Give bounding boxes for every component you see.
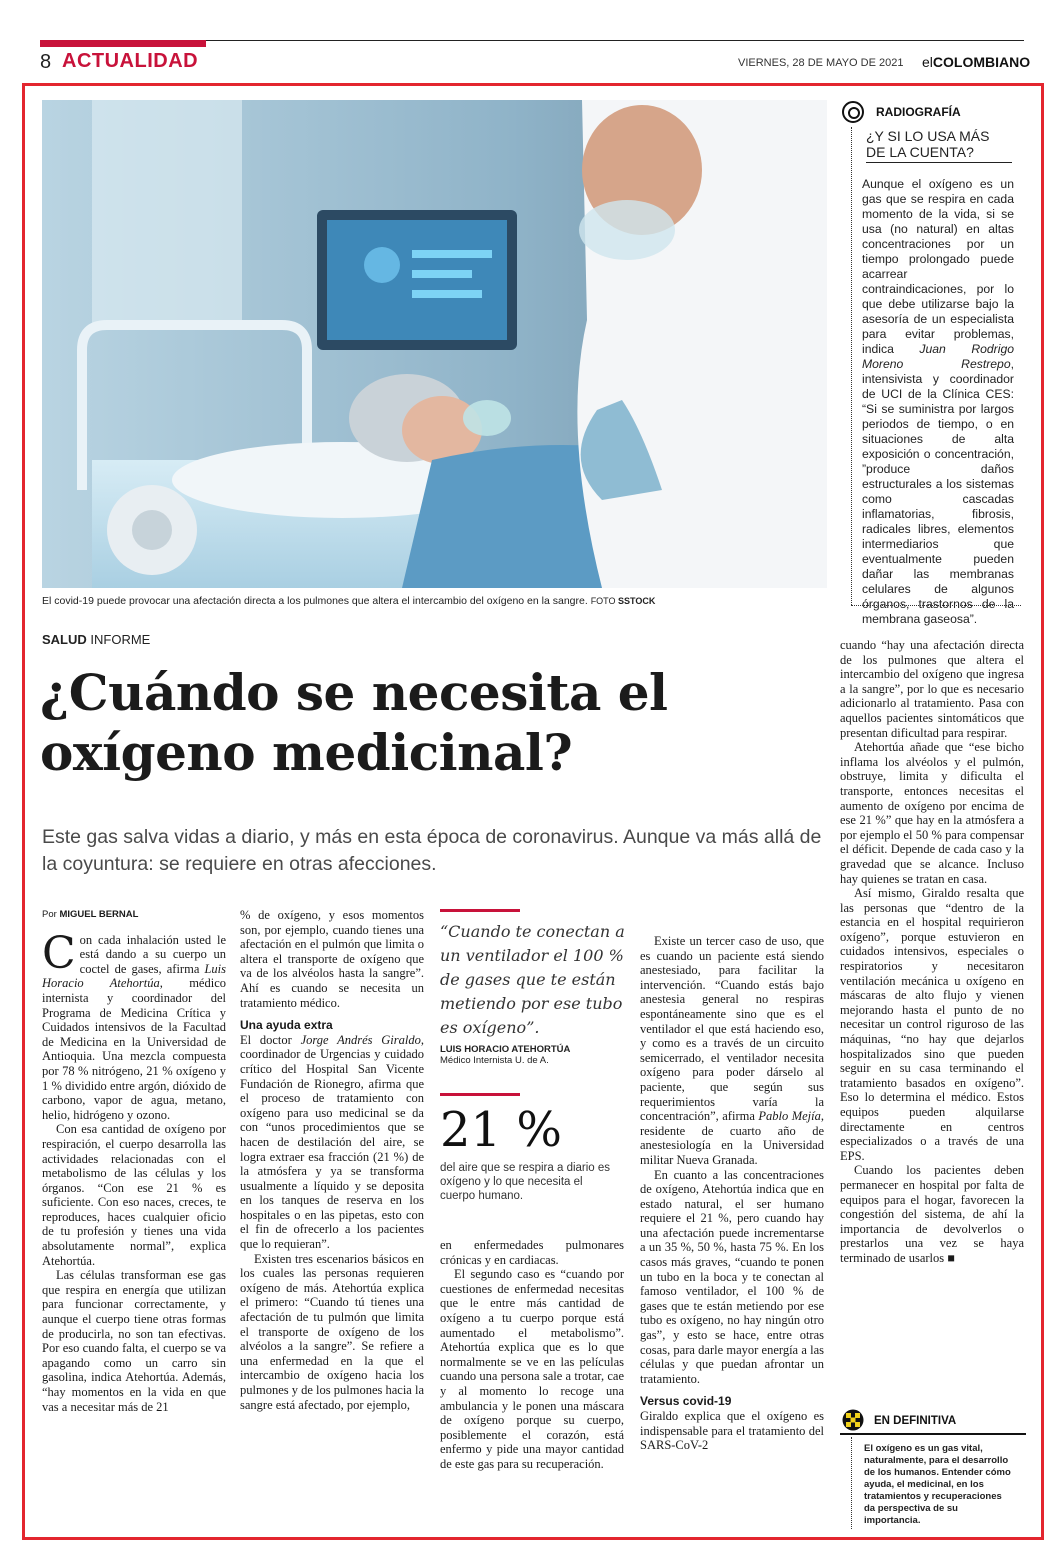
hero-photo [42,100,827,588]
stat-value: 21 % [440,1102,562,1158]
sidebar-title-rule [866,162,1012,163]
definitiva-title: EN DEFINITIVA [874,1415,957,1427]
hospital-scene-illustration [42,100,827,588]
source-name: Luis Horacio Atehortúa [42,961,226,991]
paragraph: Con esa cantidad de oxígeno por respiración, el cuerpo desarrolla las actividades relacionadas con el metabolismo de las células y los órganos. “Con ese 21 % es suficiente. Con eso naces, creces, te reproduces, haces cualquier oficio de tu profesión y tienes una vida absolutamente normal”, explica Atehortúa. [42,1122,226,1268]
definitiva-dotted-rule [851,1437,852,1529]
definitiva-text: El oxígeno es un gas vital, naturalmente, para el desarrollo de los humanos. Entender cómo ayuda, el medicinal, en los tratamientos y recuperaciones da perspectiva de su importancia. [864,1443,1011,1526]
paragraph-text: El doctor [240,1032,301,1047]
kicker-topic: SALUD [42,632,87,647]
page-number: 8 [40,51,52,73]
definitiva-rule [840,1433,1026,1435]
sidebar-bottom-rule [851,605,1021,606]
paragraph: cuando “hay una afectación directa de los pulmones que altera el intercambio del oxígeno que ingresa a la sangre”, por lo que es necesario adicionarlo al tratamiento. Pasa con aquellos pacientes sintomáticos que presentan dificultad para respirar. [840,638,1024,740]
paragraph [640,934,824,1168]
body-column-2 [240,908,424,1412]
magnifier-icon [842,101,864,123]
paragraph [440,1267,624,1471]
pull-quote-rule [440,909,520,912]
paragraph: Las células transforman ese gas que respira en energía que utilizan para funcionar correctamente, y aunque el cuerpo tiene otras formas de producirla, no son tan efectivas. Por eso cuando falta, el cuerpo se va apagando como un carro sin gasolina, indica Atehortúa. Además, “hay momentos en la vida en que vas a necesitar más de 21 [42,1268,226,1414]
paragraph: En cuanto a las concentraciones de oxígeno, Atehortúa indica que en estado natural, el ser humano requiere el 21 %, pero cuando hay una afectación puede incrementarse a un 35 %, 50 %, hasta 75 %. En los casos más graves, “cuando te ponen un tubo en la boca y te conectan al famoso ventilador, el 100 % de gases que te están metiendo por ese tubo es oxígeno, no hay ningún otro gas”, y esto se hace, entre otras cosas, para darle mayor energía a las células y que puedan afrontar un tratamiento. [640,1167,824,1386]
paragraph-text: El segundo caso es “cuando por cuestiones de enfermedad necesitas que le entre más cantidad de oxígeno a tu cuerpo porque está aumentado el metabolismo”. [440,1267,624,1340]
newspaper-logo [922,54,1030,70]
paragraph [42,927,227,1123]
paragraph: en enfermedades pulmonares crónicas y en cardiacas. [440,1238,624,1267]
brand-prefix: el [922,54,933,70]
sidebar-text [862,177,1014,627]
body-column-1 [42,908,226,1414]
paragraph-text: , residente de cuarto año de anestesiología en la Universidad militar Nueva Granada. [640,1109,825,1167]
subhead: Una ayuda extra [240,1018,333,1033]
sidebar-text-part: , intensivista y coordinador de UCI de la Clínica CES: “Si se suministra por largos periodos de tiempo, o en situaciones de alta exposición o concentración, ”produce daños estructurales a los sistemas como cascadas inflamatorias, fibrosis, radicales libres, elementos intermediarios que eventualmente pueden dañar las membranas celulares de algunos órganos, trastornos de la membrana gaseosa”. [862,357,1014,626]
brand-name: COLOMBIANO [932,54,1031,70]
section-title: ACTUALIDAD [62,50,199,72]
stat-description: del aire que se respira a diario es oxígeno y lo que necesita el cuerpo humano. [440,1162,611,1202]
checkered-icon [842,1409,864,1431]
sidebar-dotted-rule [851,127,852,605]
body-column-3 [440,1238,624,1472]
paragraph: % de oxígeno, y esos momentos son, por ejemplo, cuando tienes una afectación en el pulmón que limita o altera el transporte de oxígeno que va de los alvéolos hasta la sangre”. Ahí es cuando se necesita un tratamiento médico. [240,908,424,1010]
paragraph: Así mismo, Giraldo resalta que las personas que “dentro de la estancia en el hospital requirieron oxígeno”, porque estuvieron en cuidados intensivos, especiales o respiratorios y necesitaron ventilación mecánica u oxígeno en máscaras de alto flujo y vienen mejorando hasta el punto de no necesitar un control riguroso de las máquinas, “no hay que dejarlos hospitalizados sino que pueden seguir en su casa terminando el tratamiento basados en oxígeno”. Eso lo determina el médico. Estos equipos pueden alquilarse directamente en centros especializados o a través de una EPS. [840,886,1024,1163]
credit-label: FOTO [590,596,616,606]
body-column-4 [640,934,824,1453]
byline [42,908,226,923]
quote-role: Médico Internista U. de A. [440,1055,549,1066]
section-tab-bar [40,40,206,47]
subhead: Versus covid-19 [640,1394,732,1409]
caption-text: El covid-19 puede provocar una afectación directa a los pulmones que altera el intercambio del oxígeno en la sangre. [42,595,588,607]
paragraph-text: , médico internista y coordinador del Programa de Medicina Crítica y Cuidados intensivos de la Facultad de Medicina en la Universidad de Antioquia. Una mezcla compuesta por 78 % nitrógeno, 21 % oxígeno y 1 % dividido entre argón, dióxido de carbono, vapor de agua, metano, helio, hidrógeno y ozono. [42,976,227,1122]
sidebar-source-name: Juan Rodrigo Moreno Restrepo [862,342,1015,371]
paragraph: Atehortúa añade que “ese bicho inflama los alvéolos y el pulmón, obstruye, limita y dificulta el transporte, entonces necesitas el aumento de oxígeno por encima de ese 21 %” que hay en la atmósfera a por ejemplo el 50 % para compensar el déficit. Depende de cada caso y la gravedad que se alcance. Incluso hay quienes se tratan en casa. [840,740,1024,886]
credit-name: SSTOCK [618,596,656,606]
photo-credit [591,596,656,606]
paragraph-text: on cada inhalación usted le está dando a su cuerpo un coctel de gases, afirma [79,932,226,976]
kicker-type: INFORME [90,632,151,647]
paragraph: Giraldo explica que el oxígeno es indispensable para el tratamiento del SARS-CoV-2 [640,1409,824,1453]
byline-label: Por [42,909,57,920]
paragraph: Cuando los pacientes deben permanecer en hospital por falta de equipos para el hogar, favorecen la congestión del sistema, de ahí la importancia de devolverlos o prestarlos una vez se haya terminado de usarlos ■ [840,1163,1024,1265]
quote-name: LUIS HORACIO ATEHORTÚA [440,1044,571,1055]
dateline: VIERNES, 28 DE MAYO DE 2021 [738,57,904,69]
pull-quote-attribution [440,1044,630,1066]
paragraph-text: Existe un tercer caso de uso, que es cuando un paciente está siendo anestesiado, para facilitar la intervención. “Cuando estás bajo anestesia general no respiras espontáneamente sino que es el ventilador el que está haciendo eso, y como es a través de un circuito semicerrado, el ventilador necesita oxígeno para poder dárselo al paciente, que según sus requerimientos varía la concentración”, afirma [640,934,824,1124]
sidebar-text-part: Aunque el oxígeno es un gas que se respira en cada momento de la vida, si se usa (no natural) en altas concentraciones por un tiempo prolongado puede acarrear contraindicaciones, por lo que debe utilizarse bajo la asesoría de un especialista para evitar problemas, indica [862,177,1014,356]
paragraph: Existen tres escenarios básicos en los cuales las personas requieren oxígeno de más. Atehortúa explica el primero: “Cuando tú tienes una afectación de tu pulmón que limita el transporte de oxígeno de los alvéolos a la sangre”. Se refiere a una enfermedad en la que el intercambio de oxígeno hacia los pulmones y de los pulmones hacia la sangre está afectado, por ejemplo, [240,1251,424,1412]
paragraph [240,1033,424,1252]
sidebar-title: ¿Y SI LO USA MÁS DE LA CUENTA? [866,128,990,160]
pull-quote: “Cuando te conectan a un ventilador el 100 % de gases que te están metiendo por ese tubo es oxígeno”. [440,922,625,1037]
source-name: Pablo Mejía [758,1109,821,1124]
sidebar-kicker: RADIOGRAFÍA [876,105,961,119]
byline-name: MIGUEL BERNAL [59,909,139,920]
paragraph-text: , coordinador de Urgencias y cuidado crítico del Hospital San Vicente Fundación de Rionegro, afirma que el proceso de tratamiento con oxígeno para uso medicinal se da con “unos procedimientos que se hacen de destilación del aire, se logra extraer esa fracción (21 %) de la atmósfera y ya se transforma usualmente a líquido y se deposita en los tanques de reserva en los hospitales o en las pipetas, esto con el fin de ofrecerlo a los pacientes que lo requieran”. [240,1032,424,1252]
stat-rule [440,1093,520,1096]
paragraph-text: Atehortúa explica que es lo que normalmente se ve en las películas cuando una persona sale a trotar, cae y al momento lo recoge una ambulancia y le ponen una máscara de oxígeno porque su cuerpo, posiblemente el corazón, está enfermo y pide una mayor cantidad de este gas para su recuperación. [440,1340,624,1471]
source-name: Jorge Andrés Giraldo [300,1032,421,1047]
photo-caption [42,595,827,607]
article-kicker [42,632,150,647]
headline: ¿Cuándo se necesita el oxígeno medicinal? [40,663,668,782]
body-column-5 [840,638,1024,1266]
drop-cap: C [42,927,76,979]
deck: Este gas salva vidas a diario, y más en esta época de coronavirus. Aunque va más allá de la coyuntura: se requiere en otras afecciones. [42,826,822,875]
